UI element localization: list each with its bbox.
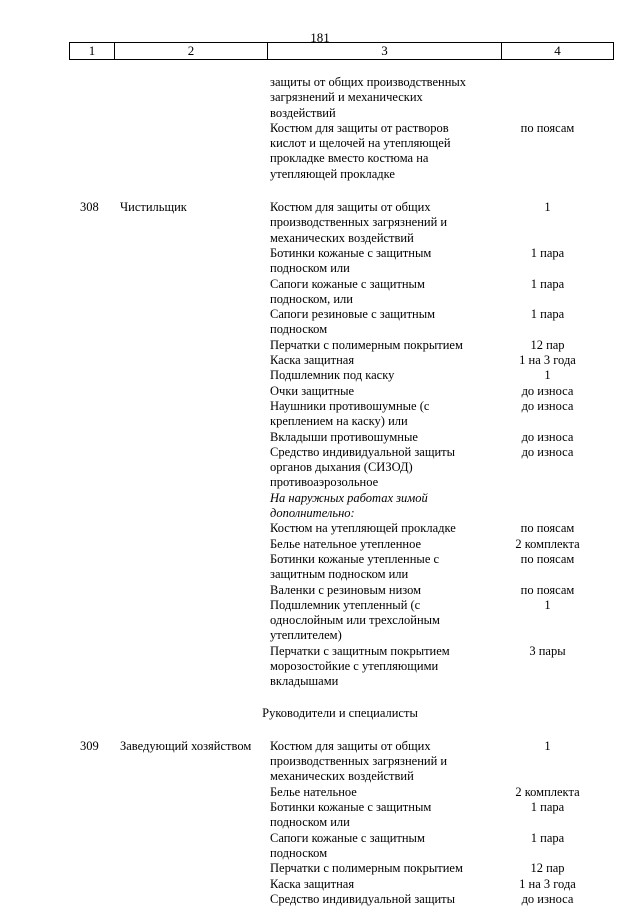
protective-item: Сапоги резиновые с защитным подноском (270, 307, 436, 337)
protective-item: Перчатки с защитным покрытием морозостойкие с утепляющими вкладышами (270, 643, 450, 689)
table-row (0, 800, 640, 831)
table-row (0, 368, 640, 383)
issue-norm: до износа (521, 429, 574, 444)
table-row (0, 277, 640, 308)
issue-norm: по поясам (520, 582, 575, 597)
issue-norm: 1 на 3 года (519, 876, 576, 891)
issue-norm: до износа (521, 891, 574, 906)
table-row (0, 445, 640, 491)
header-col-3: 3 (268, 43, 502, 59)
protective-item: Подшлемник под каску (270, 368, 395, 383)
protective-item: Перчатки с полимерным покрытием (270, 861, 463, 876)
table-body (0, 75, 640, 907)
protective-item: Белье нательное утепленное (270, 536, 422, 551)
table-row (0, 121, 640, 182)
table-row (0, 861, 640, 876)
issue-norm: 1 пара (530, 245, 565, 260)
table-row (0, 307, 640, 338)
issue-norm: до износа (521, 383, 574, 398)
protective-item: Валенки с резиновым низом (270, 582, 422, 597)
protective-item: На наружных работах зимой дополнительно: (270, 490, 428, 521)
table-row (0, 338, 640, 353)
issue-norm: 1 пара (530, 800, 565, 815)
table-row (0, 246, 640, 277)
issue-norm: 1 (544, 597, 551, 612)
issue-norm: до износа (521, 398, 574, 413)
header-col-4: 4 (554, 43, 561, 58)
protective-item: Ботинки кожаные утепленные с защитным подноском или (270, 551, 440, 582)
issue-norm: 1 (544, 200, 551, 215)
protective-item: Костюм для защиты от общих производственных загрязнений и механических воздействий (270, 738, 448, 784)
table-row (0, 877, 640, 892)
protective-item: Костюм на утепляющей прокладке (270, 521, 456, 536)
table-row (0, 200, 640, 246)
protective-item: Костюм для защиты от общих производственных загрязнений и механических воздействий (270, 200, 448, 245)
protective-item: Перчатки с полимерным покрытием (270, 337, 463, 352)
protective-item: Вкладыши противошумные (270, 429, 418, 444)
protective-item: Каска защитная (270, 353, 355, 368)
protective-item: Средство индивидуальной защиты (270, 891, 456, 906)
protective-item: Средство индивидуальной защиты органов дыхания (СИЗОД) противоаэрозольное (270, 444, 456, 490)
protective-item: Сапоги кожаные с защитным подноском, или (270, 276, 425, 306)
protective-item: Очки защитные (270, 383, 355, 398)
issue-norm: 1 пара (530, 307, 565, 322)
table-row (0, 831, 640, 862)
table-row (0, 75, 640, 121)
issue-norm: 12 пар (530, 861, 565, 876)
issue-norm: 1 пара (530, 276, 565, 291)
profession-name: Чистильщик (120, 200, 187, 215)
table-row (0, 598, 640, 644)
table-row (0, 491, 640, 522)
protective-item: Подшлемник утепленный (с однослойным или трехслойным утеплителем) (270, 597, 440, 643)
issue-norm: 2 комплекта (515, 536, 580, 551)
table-row (0, 537, 640, 552)
issue-norm: 1 на 3 года (519, 353, 576, 368)
table-row (0, 384, 640, 399)
profession-name: Заведующий хозяйством (120, 738, 252, 753)
table-row (0, 399, 640, 430)
issue-norm: по поясам (520, 120, 575, 135)
table-row (0, 353, 640, 368)
table-header (69, 42, 614, 60)
issue-norm: по поясам (520, 521, 575, 536)
protective-item: защиты от общих производственных загрязнений и механических воздействий (270, 75, 467, 120)
table-row (0, 430, 640, 445)
row-number: 309 (80, 738, 99, 753)
issue-norm: 1 (544, 738, 551, 753)
protective-item: Сапоги кожаные с защитным подноском (270, 830, 425, 860)
table-row (0, 644, 640, 690)
protective-item: Ботинки кожаные с защитным подноском или (270, 800, 432, 830)
issue-norm: 12 пар (530, 337, 565, 352)
page-number: 181 (310, 30, 330, 45)
protective-item: Ботинки кожаные с защитным подноском или (270, 245, 432, 276)
protective-item: Каска защитная (270, 876, 355, 891)
issue-norm: по поясам (520, 551, 575, 566)
issue-norm: 2 комплекта (515, 784, 580, 799)
protective-item: Белье нательное (270, 784, 357, 799)
section-title: Руководители и специалисты (262, 705, 418, 720)
row-number: 308 (80, 200, 99, 215)
table-row (0, 785, 640, 800)
protective-item: Наушники противошумные (с креплением на каску) или (270, 398, 430, 429)
issue-norm: 1 пара (530, 830, 565, 845)
header-col-1: 1 (70, 43, 115, 59)
header-col-2: 2 (115, 43, 268, 59)
table-row (0, 583, 640, 598)
protective-item: Костюм для защиты от растворов кислот и щелочей на утепляющей прокладке вместо костюма на утепляющей прокладке (270, 120, 451, 181)
issue-norm: 1 (544, 368, 551, 383)
table-row (0, 552, 640, 583)
issue-norm: до износа (521, 444, 574, 459)
issue-norm: 3 пары (529, 643, 566, 658)
table-row (0, 739, 640, 785)
table-row (0, 521, 640, 536)
